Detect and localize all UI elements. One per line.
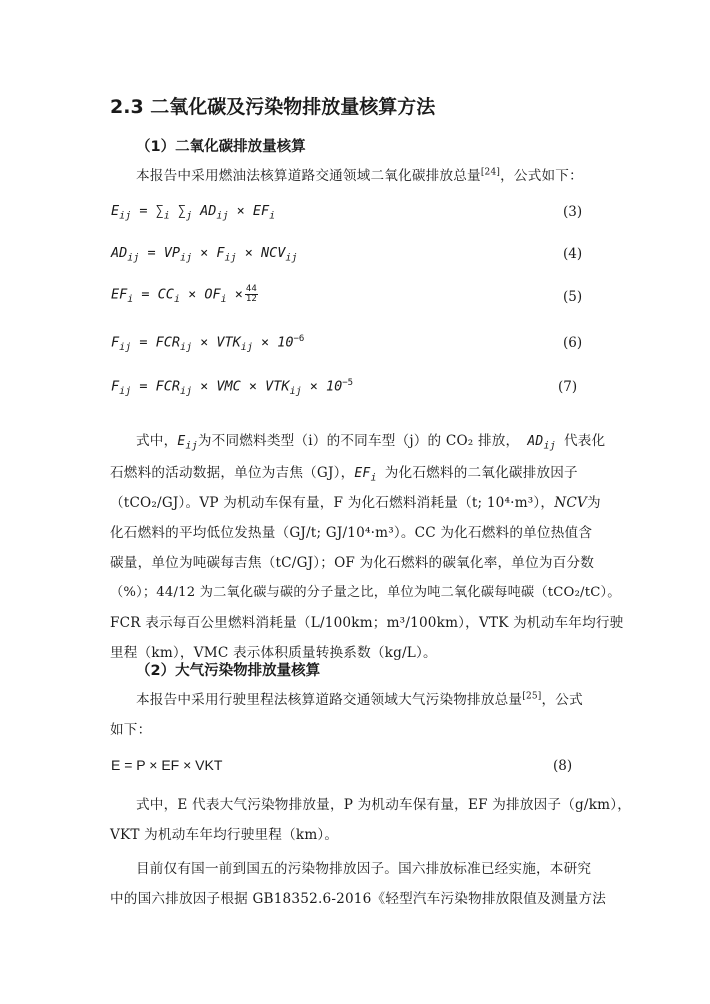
fraction-44-12: $\frac{44}{12}$: [245, 284, 257, 304]
explanation-line-5: 碳量，单位为吨碳每吉焦（tC/GJ）；OF 为化石燃料的碳氧化率，单位为百分数: [110, 555, 595, 571]
pollutant-heading: （2）大气污染物排放量核算: [136, 663, 321, 679]
explanation-line-3: （tCO₂/GJ）。VP 为机动车保有量，F 为化石燃料消耗量（t; 10⁴·m³），NCV为: [110, 495, 601, 511]
pollutant-intro-line2: 如下：: [110, 722, 152, 738]
equation-4: $AD_{ij} = VP_{ij} \times F_{ij} \times NCV_{ij}$: [111, 245, 298, 264]
equation-6: $F_{ij} = FCR_{ij} \times VTK_{ij} \times 10^{-6}$: [111, 334, 305, 354]
explanation-line-2: 石燃料的活动数据，单位为吉焦（GJ），$EF_i$ 为化石燃料的二氧化碳排放因子: [110, 465, 578, 484]
closing-line-1: 目前仅有国一前到国五的污染物排放因子。国六排放标准已经实施，本研究: [136, 861, 592, 877]
pollutant-explanation-line-2: VKT 为机动车年均行驶里程（km）。: [110, 827, 339, 843]
explanation-line-8: 里程（km），VMC 表示体积质量转换系数（kg/L）。: [110, 645, 437, 661]
explanation-line-1: 式中，$E_{ij}$为不同燃料类型（i）的不同车型（j）的 CO₂ 排放， $AD_{ij}$ 代表化: [136, 433, 606, 452]
equation-number-8: (8): [553, 758, 573, 774]
co2-intro-tail: ，公式如下：: [500, 168, 583, 184]
equation-8: E = P × EF × VKT: [111, 757, 223, 773]
equation-5: $EF_i = CC_i \times OF_i$ × $\frac{44}{12}$: [111, 284, 257, 306]
co2-intro-text: 本报告中采用燃油法核算道路交通领域二氧化碳排放总量: [136, 168, 481, 184]
co2-heading: （1）二氧化碳排放量核算: [136, 139, 306, 155]
equation-number-3: (3): [563, 204, 583, 220]
explanation-line-4: 化石燃料的平均低位发热量（GJ/t; GJ/10⁴·m³）。CC 为化石燃料的单位热值含: [110, 525, 593, 541]
co2-intro-ref[interactable]: [24]: [480, 167, 501, 178]
closing-line-2: 中的国六排放因子根据 GB18352.6-2016《轻型汽车污染物排放限值及测量方法: [110, 891, 607, 907]
pollutant-intro-ref[interactable]: [25]: [522, 691, 542, 702]
equation-number-7: (7): [558, 379, 578, 395]
co2-intro: [136, 164, 583, 184]
equation-7: $F_{ij} = FCR_{ij}$ × VMC × $VTK_{ij} \times 10^{-5}$: [111, 378, 354, 398]
equation-number-4: (4): [563, 246, 583, 262]
pollutant-explanation-line-1: 式中，E 代表大气污染物排放量，P 为机动车保有量，EF 为排放因子（g/km），: [136, 797, 632, 813]
pollutant-intro: 本报告中采用行驶里程法核算道路交通领域大气污染物排放总量[25]，公式: [136, 691, 583, 708]
equation-number-5: (5): [563, 289, 583, 305]
equation-number-6: (6): [563, 335, 583, 351]
explanation-line-6: （%）；44/12 为二氧化碳与碳的分子量之比，单位为吨二氧化碳每吨碳（tCO₂/tC）。: [110, 585, 621, 600]
equation-3: $E_{ij} = \sum_i$ $\sum_j$ $AD_{ij} \times EF_i$: [111, 203, 276, 222]
section-title: 2.3 二氧化碳及污染物排放量核算方法: [110, 96, 436, 118]
explanation-line-7: FCR 表示每百公里燃料消耗量（L/100km；m³/100km），VTK 为机动车年均行驶: [110, 615, 624, 631]
